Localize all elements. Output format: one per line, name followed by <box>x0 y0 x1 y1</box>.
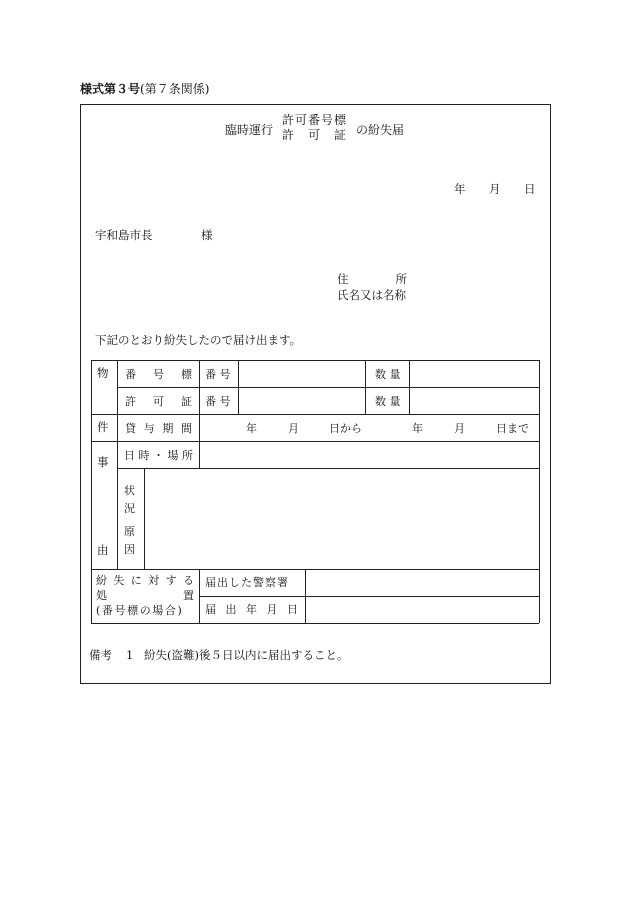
side-label-char: 由 <box>97 543 109 557</box>
period-month-until: 月 <box>454 422 465 435</box>
handling-label-line3: (番号標の場合) <box>96 604 184 617</box>
form-number-label: 様式第３号 <box>80 82 141 96</box>
period-year-from: 年 <box>246 422 257 435</box>
form-number <box>80 83 209 95</box>
remark-text: 紛失(盗難)後５日以内に届出すること。 <box>144 648 349 662</box>
period-label-char: 貸 <box>125 422 136 435</box>
date-year: 年 <box>454 182 466 196</box>
title-suffix: の紛失届 <box>356 123 405 137</box>
situation-label-char: 状 <box>124 484 135 497</box>
situation-label-char: 況 <box>124 502 135 515</box>
period-day-from: 日から <box>329 422 362 435</box>
title-line2 <box>282 129 346 141</box>
period-label-char: 与 <box>143 422 155 435</box>
report-date-char: 出 <box>225 603 237 616</box>
permit-qty-label: 数 量 <box>375 395 401 408</box>
report-date-label <box>205 604 298 615</box>
permit-label-char: 許 <box>125 395 136 408</box>
period-year-until: 年 <box>412 422 423 435</box>
handling-label-char: に <box>130 574 142 587</box>
handling-label-char: る <box>182 574 194 587</box>
side-label-char: 事 <box>97 455 109 469</box>
permit-label <box>125 396 192 407</box>
plate-label-char: 標 <box>181 368 192 381</box>
date-day: 日 <box>524 182 536 196</box>
report-date-char: 年 <box>246 603 257 616</box>
cause-label-char: 原 <box>124 525 135 538</box>
applicant-address-char: 住 <box>337 272 349 286</box>
side-label-char: 物 <box>97 366 109 380</box>
title-prefix: 臨時運行 <box>225 123 274 137</box>
applicant-name-label: 氏名又は名称 <box>337 288 406 302</box>
remark-number: 1 <box>126 648 134 662</box>
when-where-label: 日 時 ・ 場 所 <box>124 449 193 462</box>
addressee-honorific: 様 <box>201 228 213 242</box>
period-label <box>125 423 192 434</box>
plate-label <box>125 369 192 380</box>
handling-label-line2 <box>96 590 194 601</box>
cause-label-char: 因 <box>124 543 135 556</box>
applicant-address-label <box>337 274 407 286</box>
side-label-char: 件 <box>97 420 109 434</box>
title-line1: 許可番号標 <box>282 113 348 127</box>
title-line2-char: 許 <box>282 128 295 142</box>
permit-label-char: 証 <box>181 395 192 408</box>
period-day-until: 日まで <box>496 422 529 435</box>
period-month-from: 月 <box>288 422 299 435</box>
report-date-char: 届 <box>205 603 216 616</box>
date-month: 月 <box>489 182 501 196</box>
handling-label-char: す <box>165 574 177 587</box>
permit-number-label: 番 号 <box>205 395 231 408</box>
report-date-char: 月 <box>266 603 278 616</box>
handling-label-char: 処 <box>96 589 107 602</box>
addressee-name: 宇和島市長 <box>95 228 153 242</box>
remark-label: 備考 <box>89 648 112 662</box>
period-label-char: 期 <box>162 422 174 435</box>
period-label-char: 間 <box>180 422 192 435</box>
handling-label-char: 失 <box>113 574 125 587</box>
form-relation: (第７条関係) <box>140 82 210 96</box>
police-station-label: 届出した警察署 <box>205 576 289 589</box>
handling-label-line1 <box>96 575 194 586</box>
report-date-char: 日 <box>287 603 298 616</box>
plate-qty-label: 数 量 <box>375 368 401 381</box>
statement: 下記のとおり紛失したので届け出ます。 <box>95 333 302 347</box>
plate-number-label: 番 号 <box>205 368 231 381</box>
title-line2-char: 証 <box>333 128 346 142</box>
handling-label-char: 対 <box>148 574 160 587</box>
plate-label-char: 番 <box>125 368 136 381</box>
plate-label-char: 号 <box>153 368 164 381</box>
handling-label-char: 置 <box>183 589 194 602</box>
handling-label-char: 紛 <box>96 574 107 587</box>
applicant-address-char: 所 <box>395 272 407 286</box>
permit-label-char: 可 <box>153 395 164 408</box>
title-line2-char: 可 <box>307 128 320 142</box>
